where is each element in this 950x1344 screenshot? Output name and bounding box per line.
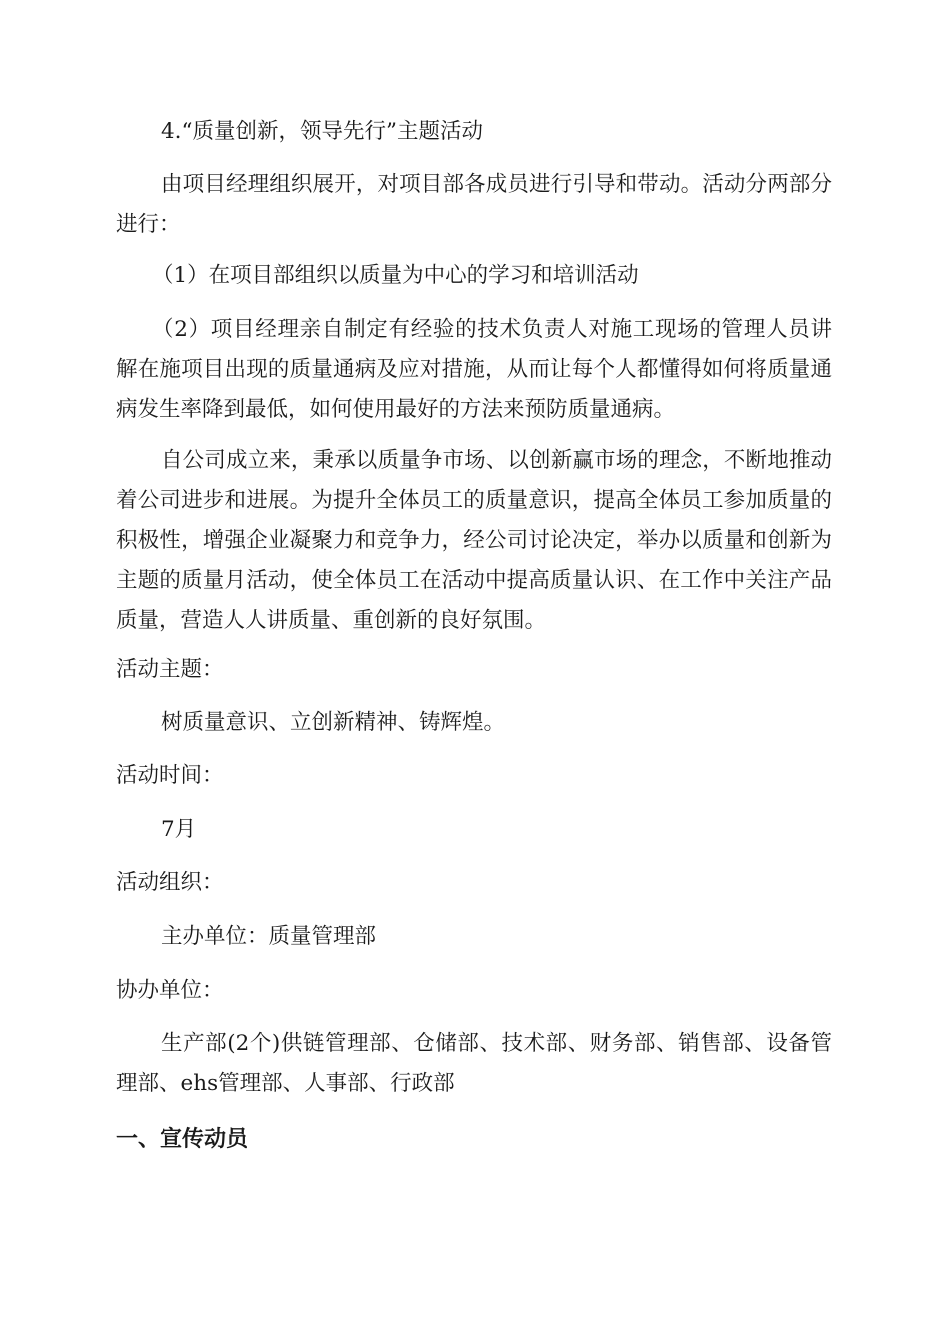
time-value: 7月: [161, 817, 197, 842]
org-label: 活动组织：: [116, 870, 224, 895]
intro-paragraph: 由项目经理组织展开，对项目部各成员进行引导和带动。活动分两部分进行：: [116, 172, 832, 237]
section-heading: 4.“质量创新，领导先行”主题活动: [161, 119, 483, 144]
heading-publicity: 一、宣传动员: [116, 1127, 249, 1152]
co-organizer-label: 协办单位：: [116, 978, 224, 1003]
theme-value: 树质量意识、立创新精神、铸辉煌。: [161, 710, 506, 735]
time-label: 活动时间：: [116, 763, 224, 788]
background-paragraph: 自公司成立来，秉承以质量争市场、以创新赢市场的理念，不断地推动着公司进步和进展。为提升全体员工的质量意识，提高全体员工参加质量的积极性，增强企业凝聚力和竞争力，经公司讨论决定，举办以质量和创新为主题的质量月活动，使全体员工在活动中提高质量认识、在工作中关注产品质量，营造人人讲质量、重创新的良好氛围。: [116, 448, 832, 633]
co-organizer-list: 生产部(2个)供链管理部、仓储部、技术部、财务部、销售部、设备管理部、ehs管理部、人事部、行政部: [116, 1031, 832, 1096]
list-item-1: （1）在项目部组织以质量为中心的学习和培训活动: [152, 263, 639, 288]
list-item-2: （2）项目经理亲自制定有经验的技术负责人对施工现场的管理人员讲解在施项目出现的质量通病及应对措施，从而让每个人都懂得如何将质量通病发生率降到最低，如何使用最好的方法来预防质量通病。: [116, 317, 832, 422]
theme-label: 活动主题：: [116, 657, 224, 682]
host-unit: 主办单位：质量管理部: [161, 924, 377, 949]
